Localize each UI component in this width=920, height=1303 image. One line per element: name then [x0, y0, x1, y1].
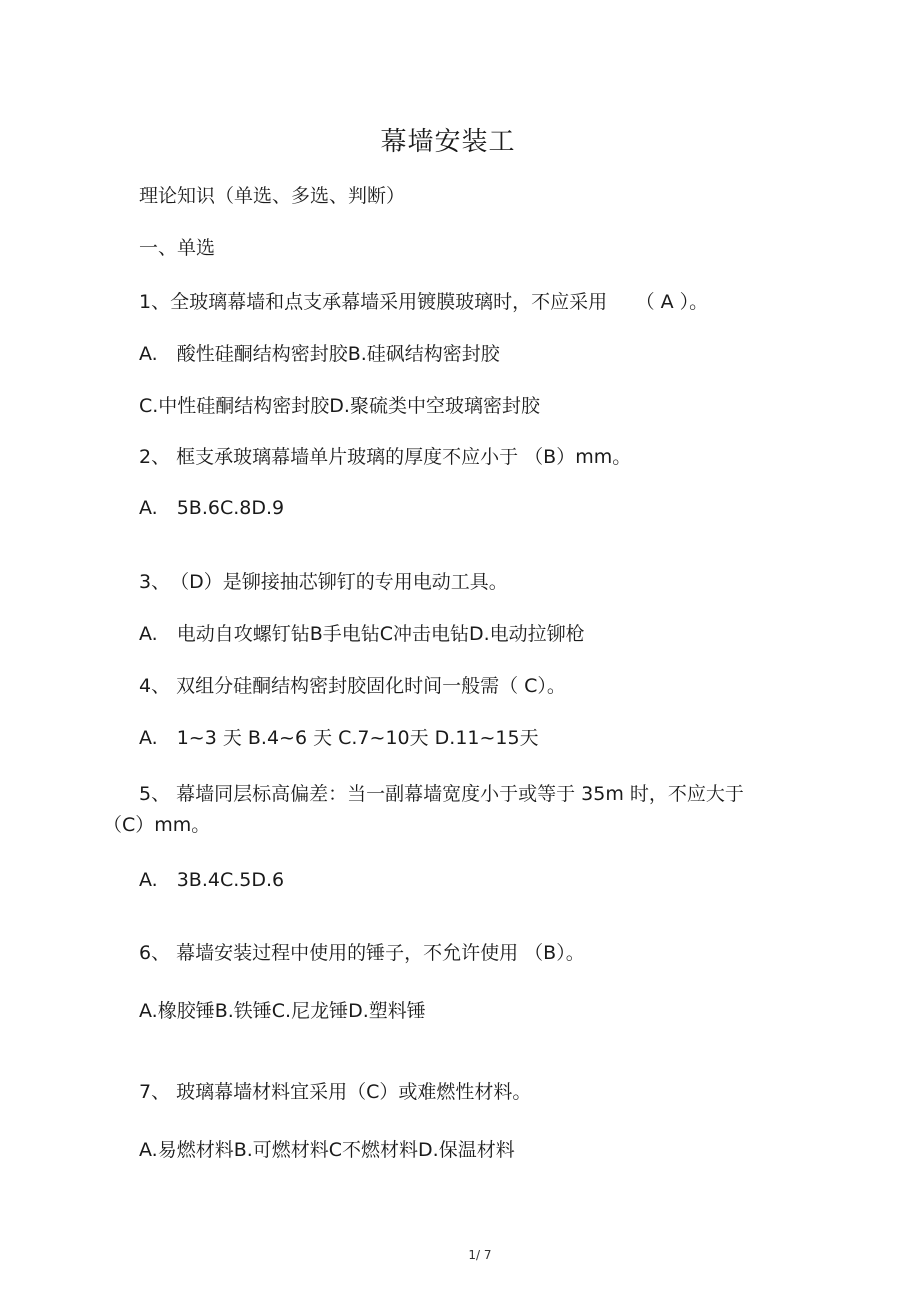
document-title: 幕墙安装工 — [380, 127, 516, 157]
question-1: 1、全玻璃幕墙和点支承幕墙采用镀膜玻璃时，不应采用 （ A ）。 — [139, 291, 709, 313]
question-5-options: A. 3B.4C.5D.6 — [139, 869, 285, 891]
question-5-line-2: （C）mm。 — [103, 814, 211, 836]
question-7: 7、 玻璃幕墙材料宜采用（C）或难燃性材料。 — [139, 1081, 532, 1103]
question-6: 6、 幕墙安装过程中使用的锤子，不允许使用 （B）。 — [139, 942, 585, 964]
document-subtitle: 理论知识（单选、多选、判断） — [139, 185, 406, 207]
question-2: 2、 框支承玻璃幕墙单片玻璃的厚度不应小于 （B）mm。 — [139, 446, 632, 468]
question-7-options: A.易燃材料B.可燃材料C不燃材料D.保温材料 — [139, 1139, 515, 1161]
question-3: 3、 （D）是铆接抽芯铆钉的专用电动工具。 — [139, 571, 508, 593]
question-4-options: A. 1~3 天 B.4~6 天 C.7~10天 D.11~15天 — [139, 727, 539, 749]
page-number: 1/ 7 — [468, 1248, 492, 1262]
question-6-options: A.橡胶锤B.铁锤C.尼龙锤D.塑料锤 — [139, 1000, 426, 1022]
question-2-options: A. 5B.6C.8D.9 — [139, 497, 285, 519]
question-5-line-1: 5、 幕墙同层标高偏差：当一副幕墙宽度小于或等于 35m 时，不应大于 — [139, 783, 744, 805]
question-1-options-b: C.中性硅酮结构密封胶D.聚硫类中空玻璃密封胶 — [139, 395, 540, 417]
section-heading: 一、单选 — [139, 237, 216, 259]
question-1-options-a: A. 酸性硅酮结构密封胶B.硅砜结构密封胶 — [139, 343, 500, 365]
question-4: 4、 双组分硅酮结构密封胶固化时间一般需（ C）。 — [139, 675, 566, 697]
question-3-options: A. 电动自攻螺钉钻B手电钻C冲击电钻D.电动拉铆枪 — [139, 623, 585, 645]
